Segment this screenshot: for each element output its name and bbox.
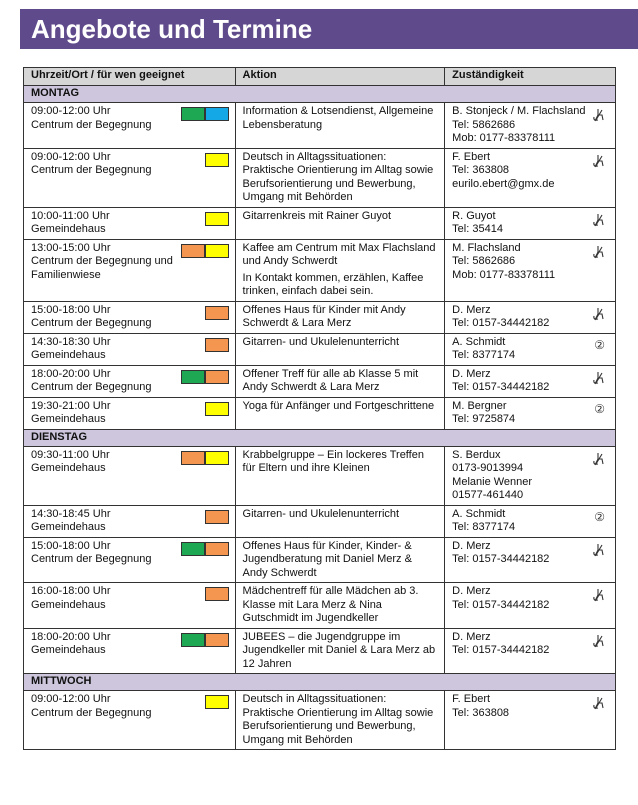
cell-time-place [24, 505, 236, 537]
place-label: Centrum der Begegnung [31, 317, 152, 329]
schedule-table [23, 67, 616, 750]
cell-time-place [24, 333, 236, 365]
cell-action [235, 333, 445, 365]
cell-contact [445, 365, 616, 397]
cell-contact [445, 397, 616, 429]
cell-action [235, 397, 445, 429]
wheelchair-icon [592, 452, 605, 466]
color-swatch-yellow [205, 153, 229, 167]
time-label: 09:00-12:00 Uhr [31, 150, 111, 163]
color-swatch-orange [205, 542, 229, 556]
table-row [24, 365, 616, 397]
color-swatch-blue [205, 107, 229, 121]
cell-time-place [24, 446, 236, 505]
day-label: MONTAG [24, 86, 616, 103]
contact-line: Tel: 0157-34442182 [452, 381, 550, 393]
contact-line: A. Schmidt [452, 335, 506, 348]
contact-line: Tel: 0157-34442182 [452, 644, 550, 656]
cell-time-place [24, 537, 236, 583]
wheelchair-icon [592, 108, 605, 122]
action-text: Offenes Haus für Kinder, Kinder- & Jugendberatung mit Daniel Merz & Andy Schwerdt [242, 539, 412, 579]
time-label: 15:00-18:00 Uhr [31, 539, 111, 552]
title-banner [20, 9, 638, 49]
time-label: 09:00-12:00 Uhr [31, 693, 111, 705]
cell-action [235, 505, 445, 537]
place-label: Centrum der Begegnung [31, 553, 152, 565]
action-text: Information & Lotsendienst, Allgemeine Lebensberatung [242, 105, 434, 131]
contact-line: Tel: 9725874 [452, 413, 516, 425]
wheelchair-marker [592, 588, 605, 606]
action-text: Offener Treff für alle ab Klasse 5 mit Andy Schwerdt & Lara Merz [242, 367, 419, 393]
action-text: Gitarren- und Ukulelenunterricht [242, 507, 400, 520]
wheelchair-icon [592, 588, 605, 602]
access-marker: ② [594, 509, 605, 524]
cell-time-place [24, 397, 236, 429]
header-action: Aktion [235, 68, 445, 86]
color-swatch-orange [205, 370, 229, 384]
contact-line: 01577-461440 [452, 489, 524, 501]
cell-action [235, 628, 445, 674]
wheelchair-icon [592, 245, 605, 259]
table-row [24, 148, 616, 207]
contact-line: Tel: 0157-34442182 [452, 598, 550, 611]
contact-line: Tel: 0157-34442182 [452, 553, 550, 565]
cell-action [235, 207, 445, 239]
place-label: Gemeindehaus [31, 598, 106, 611]
schedule-body [24, 86, 616, 750]
action-text: Mädchentreff für alle Mädchen ab 3. Klasse mit Lara Merz & Nina Gutschmidt im Jugendkeller [242, 585, 419, 624]
contact-line: R. Guyot [452, 209, 496, 222]
table-row [24, 207, 616, 239]
place-label: Centrum der Begegnung [31, 118, 152, 131]
place-label: Gemeindehaus [31, 349, 106, 361]
contact-line: Tel: 5862686 [452, 118, 516, 131]
contact-line: Tel: 5862686 [452, 255, 516, 267]
cell-contact [445, 537, 616, 583]
contact-line: S. Berdux [452, 448, 501, 461]
color-swatch-green [181, 633, 205, 647]
time-label: 15:00-18:00 Uhr [31, 303, 111, 316]
time-label: 18:00-20:00 Uhr [31, 367, 111, 380]
action-text: Gitarren- und Ukulelenunterricht [242, 335, 400, 348]
contact-line: M. Flachsland [452, 241, 521, 254]
contact-line: Mob: 0177-83378111 [452, 132, 556, 144]
color-swatch-green [181, 542, 205, 556]
place-label: Gemeindehaus [31, 223, 106, 235]
cell-action [235, 103, 445, 149]
time-label: 09:30-11:00 Uhr [31, 448, 110, 461]
color-swatch-yellow [205, 451, 229, 465]
table-row [24, 505, 616, 537]
wheelchair-icon [592, 371, 605, 385]
time-label: 09:00-12:00 Uhr [31, 105, 111, 117]
contact-line: Tel: 363808 [452, 164, 510, 176]
table-row [24, 103, 616, 149]
time-label: 14:30-18:30 Uhr [31, 335, 111, 348]
cell-time-place [24, 301, 236, 333]
place-label: Gemeindehaus [31, 413, 106, 425]
place-label: Gemeindehaus [31, 521, 106, 533]
contact-line: D. Merz [452, 585, 491, 597]
contact-line: D. Merz [452, 367, 491, 380]
action-note: In Kontakt kommen, erzählen, Kaffee trinken, einfach dabei sein. [242, 271, 424, 297]
contact-line: Melanie Wenner [452, 475, 533, 488]
cell-contact [445, 505, 616, 537]
cell-action [235, 239, 445, 301]
contact-line: eurilo.ebert@gmx.de [452, 177, 555, 190]
cell-action [235, 446, 445, 505]
table-row [24, 301, 616, 333]
time-label: 14:30-18:45 Uhr [31, 507, 111, 520]
place-label: Centrum der Begegnung und Familienwiese [31, 255, 173, 281]
color-swatch-orange [205, 306, 229, 320]
color-swatch-yellow [205, 695, 229, 709]
table-row [24, 583, 616, 629]
cell-action [235, 691, 445, 750]
wheelchair-marker [592, 307, 605, 325]
contact-line: M. Bergner [452, 399, 507, 412]
table-row [24, 333, 616, 365]
contact-line: Tel: 8377174 [452, 521, 516, 533]
contact-line: A. Schmidt [452, 507, 506, 520]
color-swatch-orange [205, 587, 229, 601]
cell-time-place [24, 239, 236, 301]
place-label: Gemeindehaus [31, 644, 106, 656]
cell-contact [445, 301, 616, 333]
contact-line: D. Merz [452, 303, 491, 316]
cell-time-place [24, 103, 236, 149]
cell-action [235, 583, 445, 629]
contact-line: F. Ebert [452, 693, 491, 705]
contact-line: Tel: 363808 [452, 706, 510, 719]
contact-line: 0173-9013994 [452, 462, 524, 474]
table-row [24, 397, 616, 429]
place-label: Centrum der Begegnung [31, 706, 152, 719]
cell-action [235, 537, 445, 583]
wheelchair-icon [592, 307, 605, 321]
cell-contact [445, 239, 616, 301]
wheelchair-marker [592, 696, 605, 714]
wheelchair-marker [592, 245, 605, 263]
cell-contact [445, 103, 616, 149]
wheelchair-marker [592, 213, 605, 231]
color-swatch-orange [205, 510, 229, 524]
table-row [24, 691, 616, 750]
time-label: 10:00-11:00 Uhr [31, 209, 110, 222]
cell-contact [445, 148, 616, 207]
page-title: Angebote und Termine [31, 14, 313, 44]
day-label: DIENSTAG [24, 429, 616, 446]
cell-contact [445, 333, 616, 365]
wheelchair-marker [592, 452, 605, 470]
time-label: 13:00-15:00 Uhr [31, 241, 111, 254]
contact-line: D. Merz [452, 630, 491, 643]
contact-line: Tel: 8377174 [452, 349, 516, 361]
table-row [24, 628, 616, 674]
time-label: 18:00-20:00 Uhr [31, 630, 111, 643]
wheelchair-icon [592, 634, 605, 648]
color-swatch-green [181, 370, 205, 384]
wheelchair-marker [592, 634, 605, 652]
cell-time-place [24, 365, 236, 397]
cell-contact [445, 446, 616, 505]
color-swatch-orange [205, 633, 229, 647]
contact-line: F. Ebert [452, 150, 491, 163]
cell-contact [445, 628, 616, 674]
contact-line: Tel: 35414 [452, 223, 503, 235]
header-time-place: Uhrzeit/Ort / für wen geeignet [24, 68, 236, 86]
contact-line: Tel: 0157-34442182 [452, 317, 550, 329]
place-label: Centrum der Begegnung [31, 164, 152, 176]
wheelchair-marker [592, 108, 605, 126]
wheelchair-icon [592, 213, 605, 227]
action-text: Kaffee am Centrum mit Max Flachsland und Andy Schwerdt [242, 241, 436, 267]
time-label: 19:30-21:00 Uhr [31, 399, 111, 412]
cell-time-place [24, 207, 236, 239]
day-label: MITTWOCH [24, 674, 616, 691]
color-swatch-yellow [205, 244, 229, 258]
day-row [24, 86, 616, 103]
action-text: Yoga für Anfänger und Fortgeschrittene [242, 399, 435, 412]
wheelchair-marker [592, 371, 605, 389]
contact-line: B. Stonjeck / M. Flachsland [452, 105, 586, 117]
cell-time-place [24, 691, 236, 750]
wheelchair-icon [592, 696, 605, 710]
wheelchair-marker [592, 543, 605, 561]
cell-time-place [24, 148, 236, 207]
color-swatch-yellow [205, 212, 229, 226]
table-row [24, 446, 616, 505]
action-text: Offenes Haus für Kinder mit Andy Schwerdt & Lara Merz [242, 303, 406, 329]
wheelchair-icon [592, 543, 605, 557]
cell-contact [445, 691, 616, 750]
action-text: Krabbelgruppe – Ein lockeres Treffen für Eltern und ihre Kleinen [242, 448, 424, 474]
access-marker: ② [594, 337, 605, 352]
color-swatch-green [181, 107, 205, 121]
action-text: Deutsch in Alltagssituationen: Praktische Orientierung im Alltag sowie Berufsorientierung und Bewerbung, Umgang mit Behörden [242, 693, 434, 746]
color-swatch-orange [205, 338, 229, 352]
wheelchair-icon [592, 154, 605, 168]
access-marker: ② [594, 401, 605, 416]
contact-line: Mob: 0177-83378111 [452, 268, 556, 281]
wheelchair-marker [592, 154, 605, 172]
place-label: Centrum der Begegnung [31, 381, 152, 393]
color-swatch-orange [181, 244, 205, 258]
cell-contact [445, 583, 616, 629]
table-header-row [24, 68, 616, 86]
table-row [24, 537, 616, 583]
cell-time-place [24, 583, 236, 629]
color-swatch-yellow [205, 402, 229, 416]
time-label: 16:00-18:00 Uhr [31, 585, 111, 597]
place-label: Gemeindehaus [31, 462, 106, 474]
color-swatch-orange [181, 451, 205, 465]
cell-contact [445, 207, 616, 239]
cell-action [235, 365, 445, 397]
table-row [24, 239, 616, 301]
cell-time-place [24, 628, 236, 674]
day-row [24, 674, 616, 691]
action-text: Gitarrenkreis mit Rainer Guyot [242, 209, 392, 222]
action-text: JUBEES – die Jugendgruppe im Jugendkeller mit Daniel & Lara Merz ab 12 Jahren [242, 630, 436, 670]
contact-line: D. Merz [452, 539, 491, 552]
cell-action [235, 301, 445, 333]
header-responsibility: Zuständigkeit [445, 68, 616, 86]
cell-action [235, 148, 445, 207]
day-row [24, 429, 616, 446]
action-text: Deutsch in Alltagssituationen: Praktische Orientierung im Alltag sowie Berufsorientierung und Bewerbung, Umgang mit Behörden [242, 150, 434, 203]
